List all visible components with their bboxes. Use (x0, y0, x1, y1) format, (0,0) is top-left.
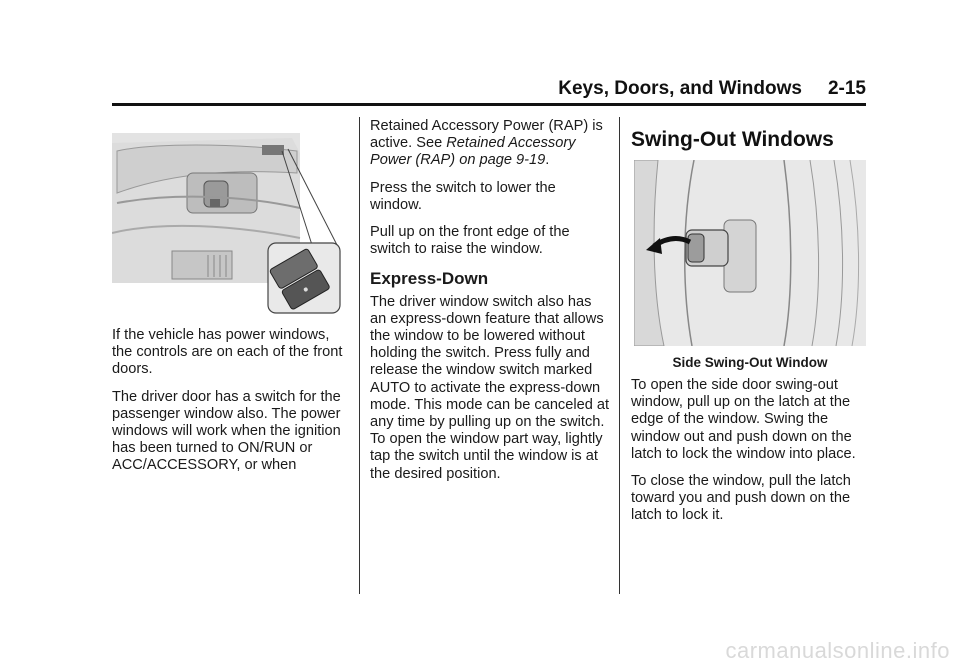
paragraph-text: Retained Accessory Power (RAP) is active. See (370, 118, 603, 152)
section-heading: Express-Down (370, 269, 489, 289)
page-number: 2-15 (827, 78, 866, 99)
header-rule (112, 103, 866, 106)
column-left (112, 327, 348, 485)
page-header (112, 78, 866, 102)
column-divider (619, 117, 620, 594)
section-title-swing-out: Swing-Out Windows (631, 128, 834, 151)
door-switch-illustration (112, 133, 344, 317)
cross-reference-link[interactable]: Retained Accessory Power (RAP) on page 9-19 (370, 135, 576, 169)
paragraph: If the vehicle has power windows, the controls are on each of the front doors. (112, 327, 343, 378)
column-right (631, 377, 866, 535)
paragraph: Press the switch to lower the window. (370, 179, 556, 213)
paragraph: The driver door has a switch for the passenger window also. The power windows will work when the ignition has been turned to ON/RUN or ACC/ACCESSORY, or when (112, 388, 341, 474)
figure-caption: Side Swing-Out Window (672, 355, 828, 370)
paragraph: The driver window switch also has an express-down feature that allows the window to be lowered without holding the switch. Press fully and release the window switch marked AUTO to activate the express-down mode. This mode can be canceled at any time by pulling up on the switch. To open the window part way, lightly tap the switch until the window is at the desired position. (370, 293, 610, 482)
column-divider (359, 117, 360, 594)
paragraph-text: . (545, 152, 550, 169)
paragraph: To open the side door swing-out window, pull up on the latch at the edge of the window. Swing the window out and push down on the latch to lock the window into place. (631, 377, 856, 462)
column-middle (370, 118, 610, 493)
paragraph: To close the window, pull the latch toward you and push down on the latch to lock it. (631, 473, 851, 524)
section-title: Keys, Doors, and Windows (558, 78, 802, 99)
swing-out-window-illustration (634, 160, 866, 346)
watermark: carmanualsonline.info (725, 638, 950, 663)
paragraph: Pull up on the front edge of the switch to raise the window. (370, 224, 570, 258)
paragraph (370, 118, 610, 170)
